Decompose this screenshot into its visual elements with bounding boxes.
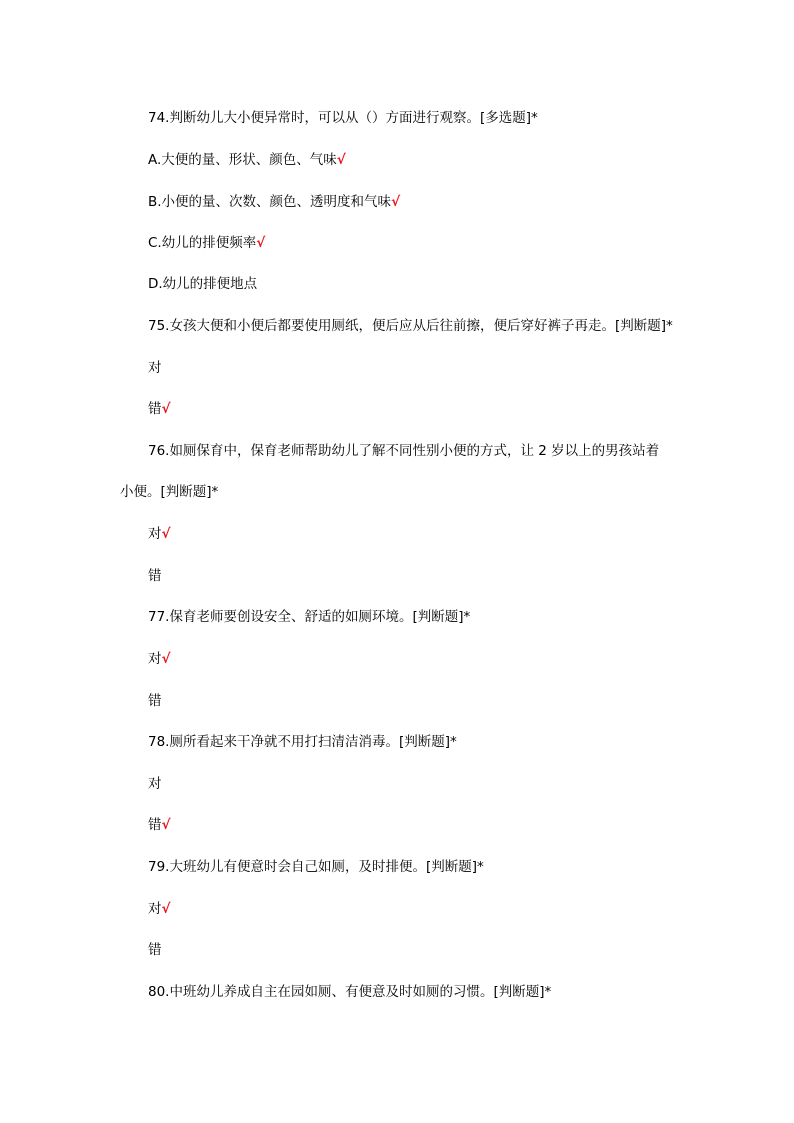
question-76-line-1 — [148, 441, 659, 461]
question-77-text: 77.保育老师要创设安全、舒适的如厕环境。[判断题]* — [148, 609, 471, 625]
check-mark-icon: √ — [391, 194, 401, 210]
question-74-option-d — [148, 274, 257, 294]
question-76-option-false — [148, 566, 162, 586]
question-79-text: 79.大班幼儿有便意时会自己如厕，及时排便。[判断题]* — [148, 859, 484, 875]
question-74-text: 74.判断幼儿大小便异常时，可以从（）方面进行观察。[多选题]* — [148, 110, 538, 126]
question-75-option-true — [148, 358, 162, 378]
check-mark-icon: √ — [161, 526, 171, 542]
question-76-text-cont: 小便。[判断题]* — [120, 484, 219, 500]
question-79-option-true — [148, 899, 171, 919]
option-text: 错 — [148, 817, 162, 833]
option-text: 错 — [148, 401, 162, 417]
option-text: 对 — [148, 776, 162, 792]
question-76-line-2 — [120, 482, 218, 502]
question-74-option-a — [148, 150, 346, 170]
question-79-option-false — [148, 940, 162, 960]
question-75-option-false — [148, 399, 171, 419]
question-80 — [148, 982, 551, 1002]
option-text: 对 — [148, 526, 162, 542]
option-text: C.幼儿的排便频率 — [148, 235, 257, 251]
question-79 — [148, 857, 484, 877]
option-text: 对 — [148, 651, 162, 667]
option-text: 对 — [148, 901, 162, 917]
check-mark-icon: √ — [161, 901, 171, 917]
check-mark-icon: √ — [161, 817, 171, 833]
question-78-option-true — [148, 774, 162, 794]
question-77-option-true — [148, 649, 171, 669]
question-74 — [148, 108, 538, 128]
question-76-text: 76.如厕保育中，保育老师帮助幼儿了解不同性别小便的方式，让 2 岁以上的男孩站着 — [148, 443, 660, 459]
question-76-option-true — [148, 524, 171, 544]
question-74-option-b — [148, 192, 400, 212]
check-mark-icon: √ — [161, 651, 171, 667]
option-text: D.幼儿的排便地点 — [148, 276, 258, 292]
question-74-option-c — [148, 233, 265, 253]
option-text: 错 — [148, 942, 162, 958]
question-78-text: 78.厕所看起来干净就不用打扫清洁消毒。[判断题]* — [148, 734, 457, 750]
option-text: 错 — [148, 568, 162, 584]
option-text: 对 — [148, 360, 162, 376]
question-77-option-false — [148, 691, 162, 711]
question-75 — [148, 316, 673, 336]
option-text: B.小便的量、次数、颜色、透明度和气味 — [148, 194, 392, 210]
option-text: A.大便的量、形状、颜色、气味 — [148, 152, 337, 168]
check-mark-icon: √ — [336, 152, 346, 168]
check-mark-icon: √ — [256, 235, 266, 251]
option-text: 错 — [148, 693, 162, 709]
question-78 — [148, 732, 457, 752]
question-78-option-false — [148, 815, 171, 835]
question-75-text: 75.女孩大便和小便后都要使用厕纸，便后应从后往前擦，便后穿好裤子再走。[判断题]* — [148, 318, 673, 334]
check-mark-icon: √ — [161, 401, 171, 417]
question-77 — [148, 607, 470, 627]
question-80-text: 80.中班幼儿养成自主在园如厕、有便意及时如厕的习惯。[判断题]* — [148, 984, 552, 1000]
